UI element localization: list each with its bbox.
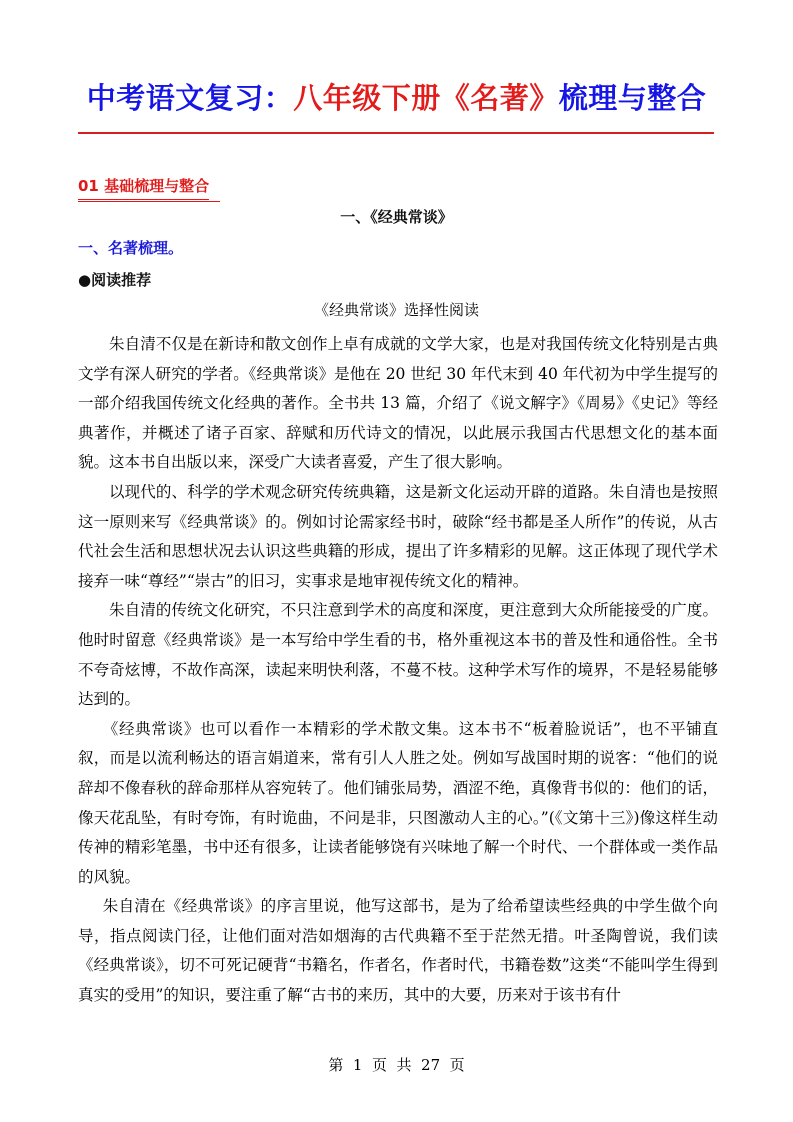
section-heading: 01 基础梳理与整合 — [78, 175, 209, 200]
document-title — [0, 78, 793, 118]
reading-recommend-heading: ●阅读推荐 — [78, 271, 152, 289]
page-footer: 第 1 页 共 27 页 — [328, 1056, 465, 1074]
section-heading-double-underline — [78, 201, 220, 202]
body-text — [78, 330, 718, 1011]
book-heading: 一、《经典常谈》 — [340, 208, 453, 226]
reading-title: 《经典常谈》选择性阅读 — [313, 301, 479, 319]
paragraph: 朱自清在《经典常谈》的序言里说，他写这部书，是为了给希望读些经典的中学生做个向导，指点阅读门径，让他们面对浩如烟海的古代典籍不至于茫然无措。叶圣陶曾说，我们读《经典常谈》，切不可死记硬背“书籍名，作者名，作者时代，书籍卷数”这类“不能叫学生得到真实的受用”的知识，要注重了解“古书的来历，其中的大要，历来对于该书有什 — [78, 897, 718, 1005]
title-part-grade-book: 八年级下册《名著》 — [293, 81, 559, 115]
title-divider — [78, 132, 714, 134]
paragraph: 以现代的、科学的学术观念研究传统典籍，这是新文化运动开辟的道路。朱自清也是按照这一原则来写《经典常谈》的。例如讨论需家经书时，破除“经书都是圣人所作”的传说，从古代社会生活和思想状况去认识这些典籍的形成，提出了许多精彩的见解。这正体现了现代学术接弃一味“尊经”“崇古”的旧习，实事求是地审视传统文化的精神。 — [78, 482, 718, 590]
paragraph: 《经典常谈》也可以看作一本精彩的学术散文集。这本书不“板着脸说话”，也不平铺直叙，而是以流利畅达的语言娟道来，常有引人人胜之处。例如写战国时期的说客：“他们的说辞却不像春秋的辞命那样从容宛转了。他们铺张局势，酒涩不绝，真像背书似的：他们的话，像天花乱坠，有时夸饰，有时诡曲，不问是非，只图激动人主的心。”(《文第十三》)像这样生动传神的精彩笔墨，书中还有很多，让读者能够饶有兴味地了解一个时代、一个群体或一类作品的风貌。 — [78, 719, 718, 886]
paragraph: 朱自清不仅是在新诗和散文创作上卓有成就的文学大家，也是对我国传统文化特别是古典文学有深人研究的学者。《经典常谈》是他在 20 世纪 30 年代末到 40 年代初为中学生提写的一部介绍我国传统文化经典的著作。全书共 13 篇，介绍了《说文解字》《周易》《史记》等经典著作，并概述了诸子百家、辞赋和历代诗文的情况，以此展示我国古代思想文化的基本面貌。这本书自出版以来，深受广大读者喜爱，产生了很大影响。 — [78, 335, 718, 472]
title-part-exam-review: 中考语文复习： — [86, 81, 294, 115]
paragraph: 朱自清的传统文化研究，不只注意到学术的高度和深度，更注意到大众所能接受的广度。他时时留意《经典常谈》是一本写给中学生看的书，格外重视这本书的普及性和通俗性。全书不夸奇炫博，不故作高深，读起来明快利落，不蔓不枝。这种学术写作的境界，不是轻易能够达到的。 — [78, 601, 718, 709]
subsection-heading: 一、名著梳理。 — [78, 239, 184, 257]
title-part-organize: 梳理与整合 — [558, 81, 707, 115]
